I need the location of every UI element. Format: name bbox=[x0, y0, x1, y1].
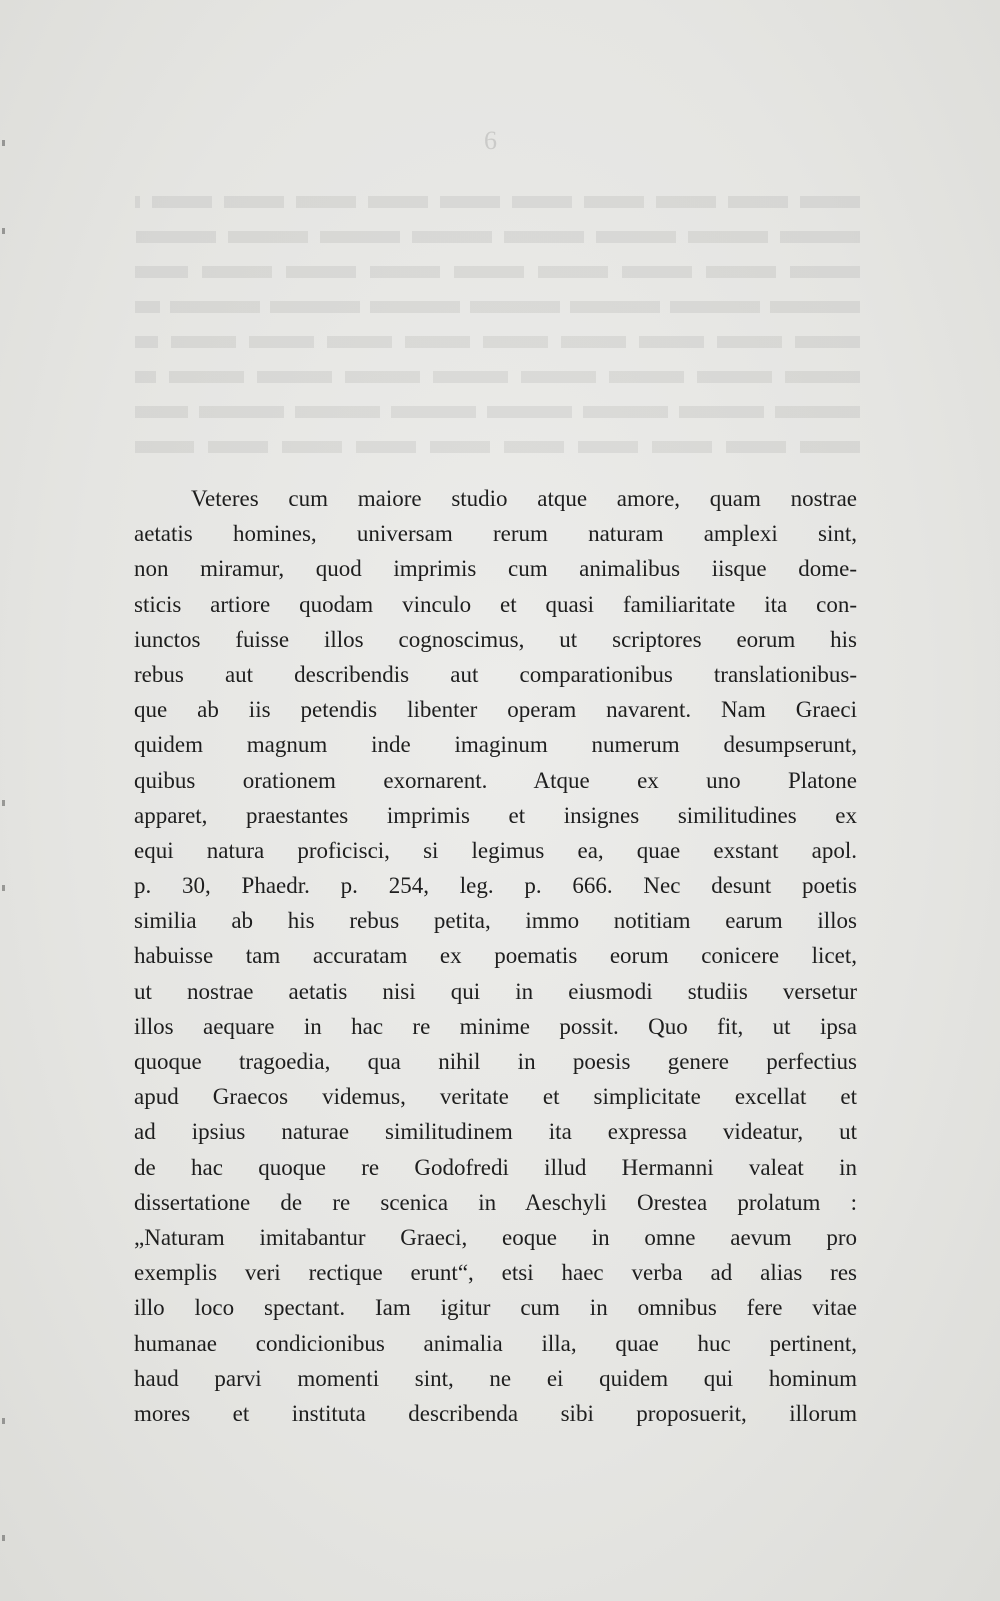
margin-mark bbox=[2, 1535, 5, 1541]
body-paragraph bbox=[134, 481, 857, 1431]
text-line: illos aequare in hac re minime possit. Quo fit, ut ipsa bbox=[134, 1013, 857, 1039]
text-line: aetatis homines, universam rerum naturam amplexi sint, bbox=[134, 521, 857, 547]
text-line: de hac quoque re Godofredi illud Hermanni valeat in bbox=[134, 1154, 857, 1180]
text-line: quoque tragoedia, qua nihil in poesis genere perfectius bbox=[134, 1049, 857, 1074]
text-line: ad ipsius naturae similitudinem ita expressa videatur, ut bbox=[134, 1119, 857, 1145]
text-line: sticis artiore quodam vinculo et quasi familiaritate ita con- bbox=[134, 591, 857, 617]
text-line: haud parvi momenti sint, ne ei quidem qui hominum bbox=[134, 1365, 857, 1391]
text-line: p. 30, Phaedr. p. 254, leg. p. 666. Nec desunt poetis bbox=[134, 873, 857, 899]
text-line: equi natura proficisci, si legimus ea, quae exstant apol. bbox=[134, 837, 857, 863]
margin-mark bbox=[2, 1418, 5, 1424]
text-line: exemplis veri rectique erunt“, etsi haec verba ad alias res bbox=[134, 1260, 857, 1286]
text-line: apud Graecos videmus, veritate et simplicitate excellat et bbox=[134, 1084, 857, 1110]
text-line: ut nostrae aetatis nisi qui in eiusmodi studiis versetur bbox=[134, 978, 857, 1004]
text-line: rebus aut describendis aut comparationibus translationibus- bbox=[134, 661, 857, 687]
margin-mark bbox=[2, 800, 5, 806]
text-line: quidem magnum inde imaginum numerum desumpserunt, bbox=[134, 732, 857, 758]
text-line: mores et instituta describenda sibi proposuerit, illorum bbox=[134, 1400, 857, 1426]
bleed-through-folio: 6 bbox=[484, 126, 497, 155]
text-line: habuisse tam accuratam ex poematis eorum conicere licet, bbox=[134, 943, 857, 969]
text-line: quibus orationem exornarent. Atque ex uno Platone bbox=[134, 767, 857, 793]
text-line: non miramur, quod imprimis cum animalibus iisque dome- bbox=[134, 556, 857, 582]
text-line: Veteres cum maiore studio atque amore, quam nostrae bbox=[191, 486, 857, 511]
text-line: que ab iis petendis libenter operam navarent. Nam Graeci bbox=[134, 697, 857, 723]
margin-mark bbox=[2, 140, 5, 146]
bleed-through-text bbox=[135, 188, 860, 453]
text-line: similia ab his rebus petita, immo notitiam earum illos bbox=[134, 908, 857, 934]
text-line: humanae condicionibus animalia illa, quae huc pertinent, bbox=[134, 1330, 857, 1356]
margin-mark bbox=[2, 228, 5, 234]
text-line: iunctos fuisse illos cognoscimus, ut scriptores eorum his bbox=[134, 626, 857, 652]
text-line: „Naturam imitabantur Graeci, eoque in omne aevum pro bbox=[134, 1224, 857, 1250]
margin-mark bbox=[2, 885, 5, 891]
text-line: dissertatione de re scenica in Aeschyli Orestea prolatum : bbox=[134, 1189, 857, 1215]
text-line: apparet, praestantes imprimis et insignes similitudines ex bbox=[134, 802, 857, 828]
text-line: illo loco spectant. Iam igitur cum in omnibus fere vitae bbox=[134, 1295, 857, 1321]
